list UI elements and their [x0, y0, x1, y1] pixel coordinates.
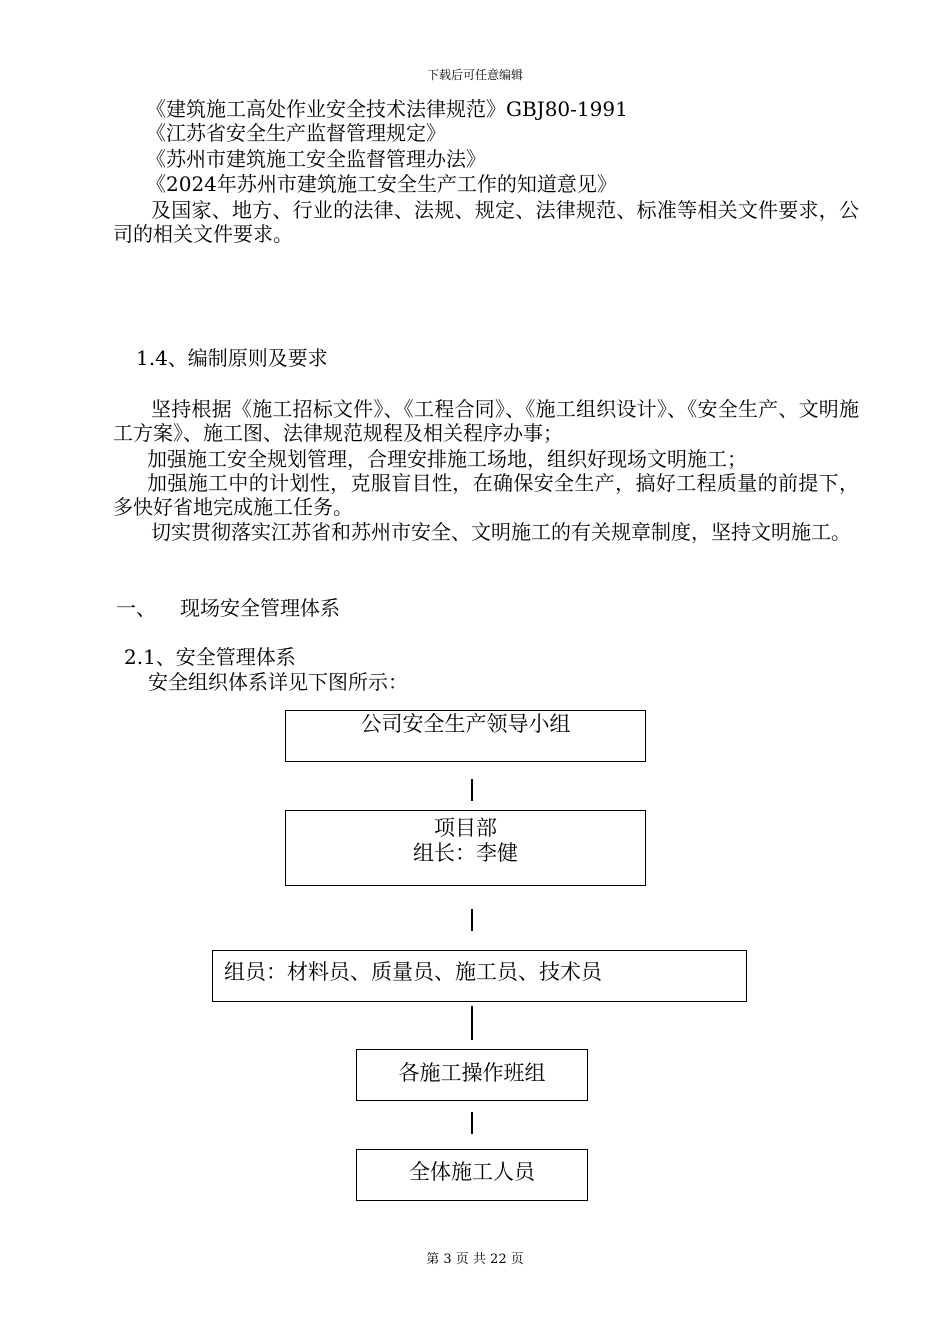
page-footer: 第 3 页 共 22 页: [426, 1252, 524, 1267]
org-box-members-label: 组员：材料员、质量员、施工员、技术员: [224, 960, 602, 984]
org-connector-4: [471, 1112, 473, 1134]
references-paragraph: 及国家、地方、行业的法律、法规、规定、法律规范、标准等相关文件要求，公司的相关文件要求。: [113, 198, 859, 246]
principle-paragraph-4: 切实贯彻落实江苏省和苏州市安全、文明施工的有关规章制度，坚持文明施工。: [151, 520, 851, 544]
reference-3: 《苏州市建筑施工安全监督管理办法》: [146, 147, 486, 171]
section-2-1-heading: 2.1、安全管理体系: [124, 645, 296, 669]
org-box-project-department-leader: 组长：李健: [413, 841, 518, 865]
org-box-all-workers-label: 全体施工人员: [409, 1160, 535, 1184]
principle-paragraph-2: 加强施工安全规划管理，合理安排施工场地，组织好现场文明施工；: [147, 447, 747, 471]
org-box-work-teams: [356, 1049, 588, 1101]
org-box-leadership-group: [285, 710, 646, 762]
reference-2: 《江苏省安全生产监督管理规定》: [146, 121, 446, 145]
chapter-title: 现场安全管理体系: [180, 596, 340, 620]
org-box-project-department: [285, 810, 646, 886]
header-note: 下载后可任意编辑: [426, 68, 523, 82]
org-box-members: [212, 950, 747, 1002]
org-connector-1: [471, 779, 473, 801]
reference-4: 《2024年苏州市建筑施工安全生产工作的知道意见》: [146, 172, 617, 196]
org-box-leadership-group-label: 公司安全生产领导小组: [360, 712, 571, 736]
org-box-all-workers: [356, 1149, 588, 1201]
reference-1: 《建筑施工高处作业安全技术法律规范》GBJ80-1991: [146, 97, 628, 121]
principle-paragraph-1: 坚持根据《施工招标文件》、《工程合同》、《施工组织设计》、《安全生产、文明施工方案》、施工图、法律规范规程及相关程序办事；: [113, 397, 859, 445]
section-2-1-intro: 安全组织体系详见下图所示：: [148, 670, 408, 694]
org-box-project-department-title: 项目部: [434, 816, 497, 840]
chapter-number: 一、: [116, 596, 156, 620]
org-connector-3: [471, 1006, 473, 1040]
org-connector-2: [471, 909, 473, 931]
section-1-4-heading: 1.4、编制原则及要求: [136, 346, 328, 370]
org-box-work-teams-label: 各施工操作班组: [398, 1061, 546, 1085]
principle-paragraph-3: 加强施工中的计划性，克服盲目性，在确保安全生产，搞好工程质量的前提下，多快好省地完成施工任务。: [113, 471, 859, 519]
